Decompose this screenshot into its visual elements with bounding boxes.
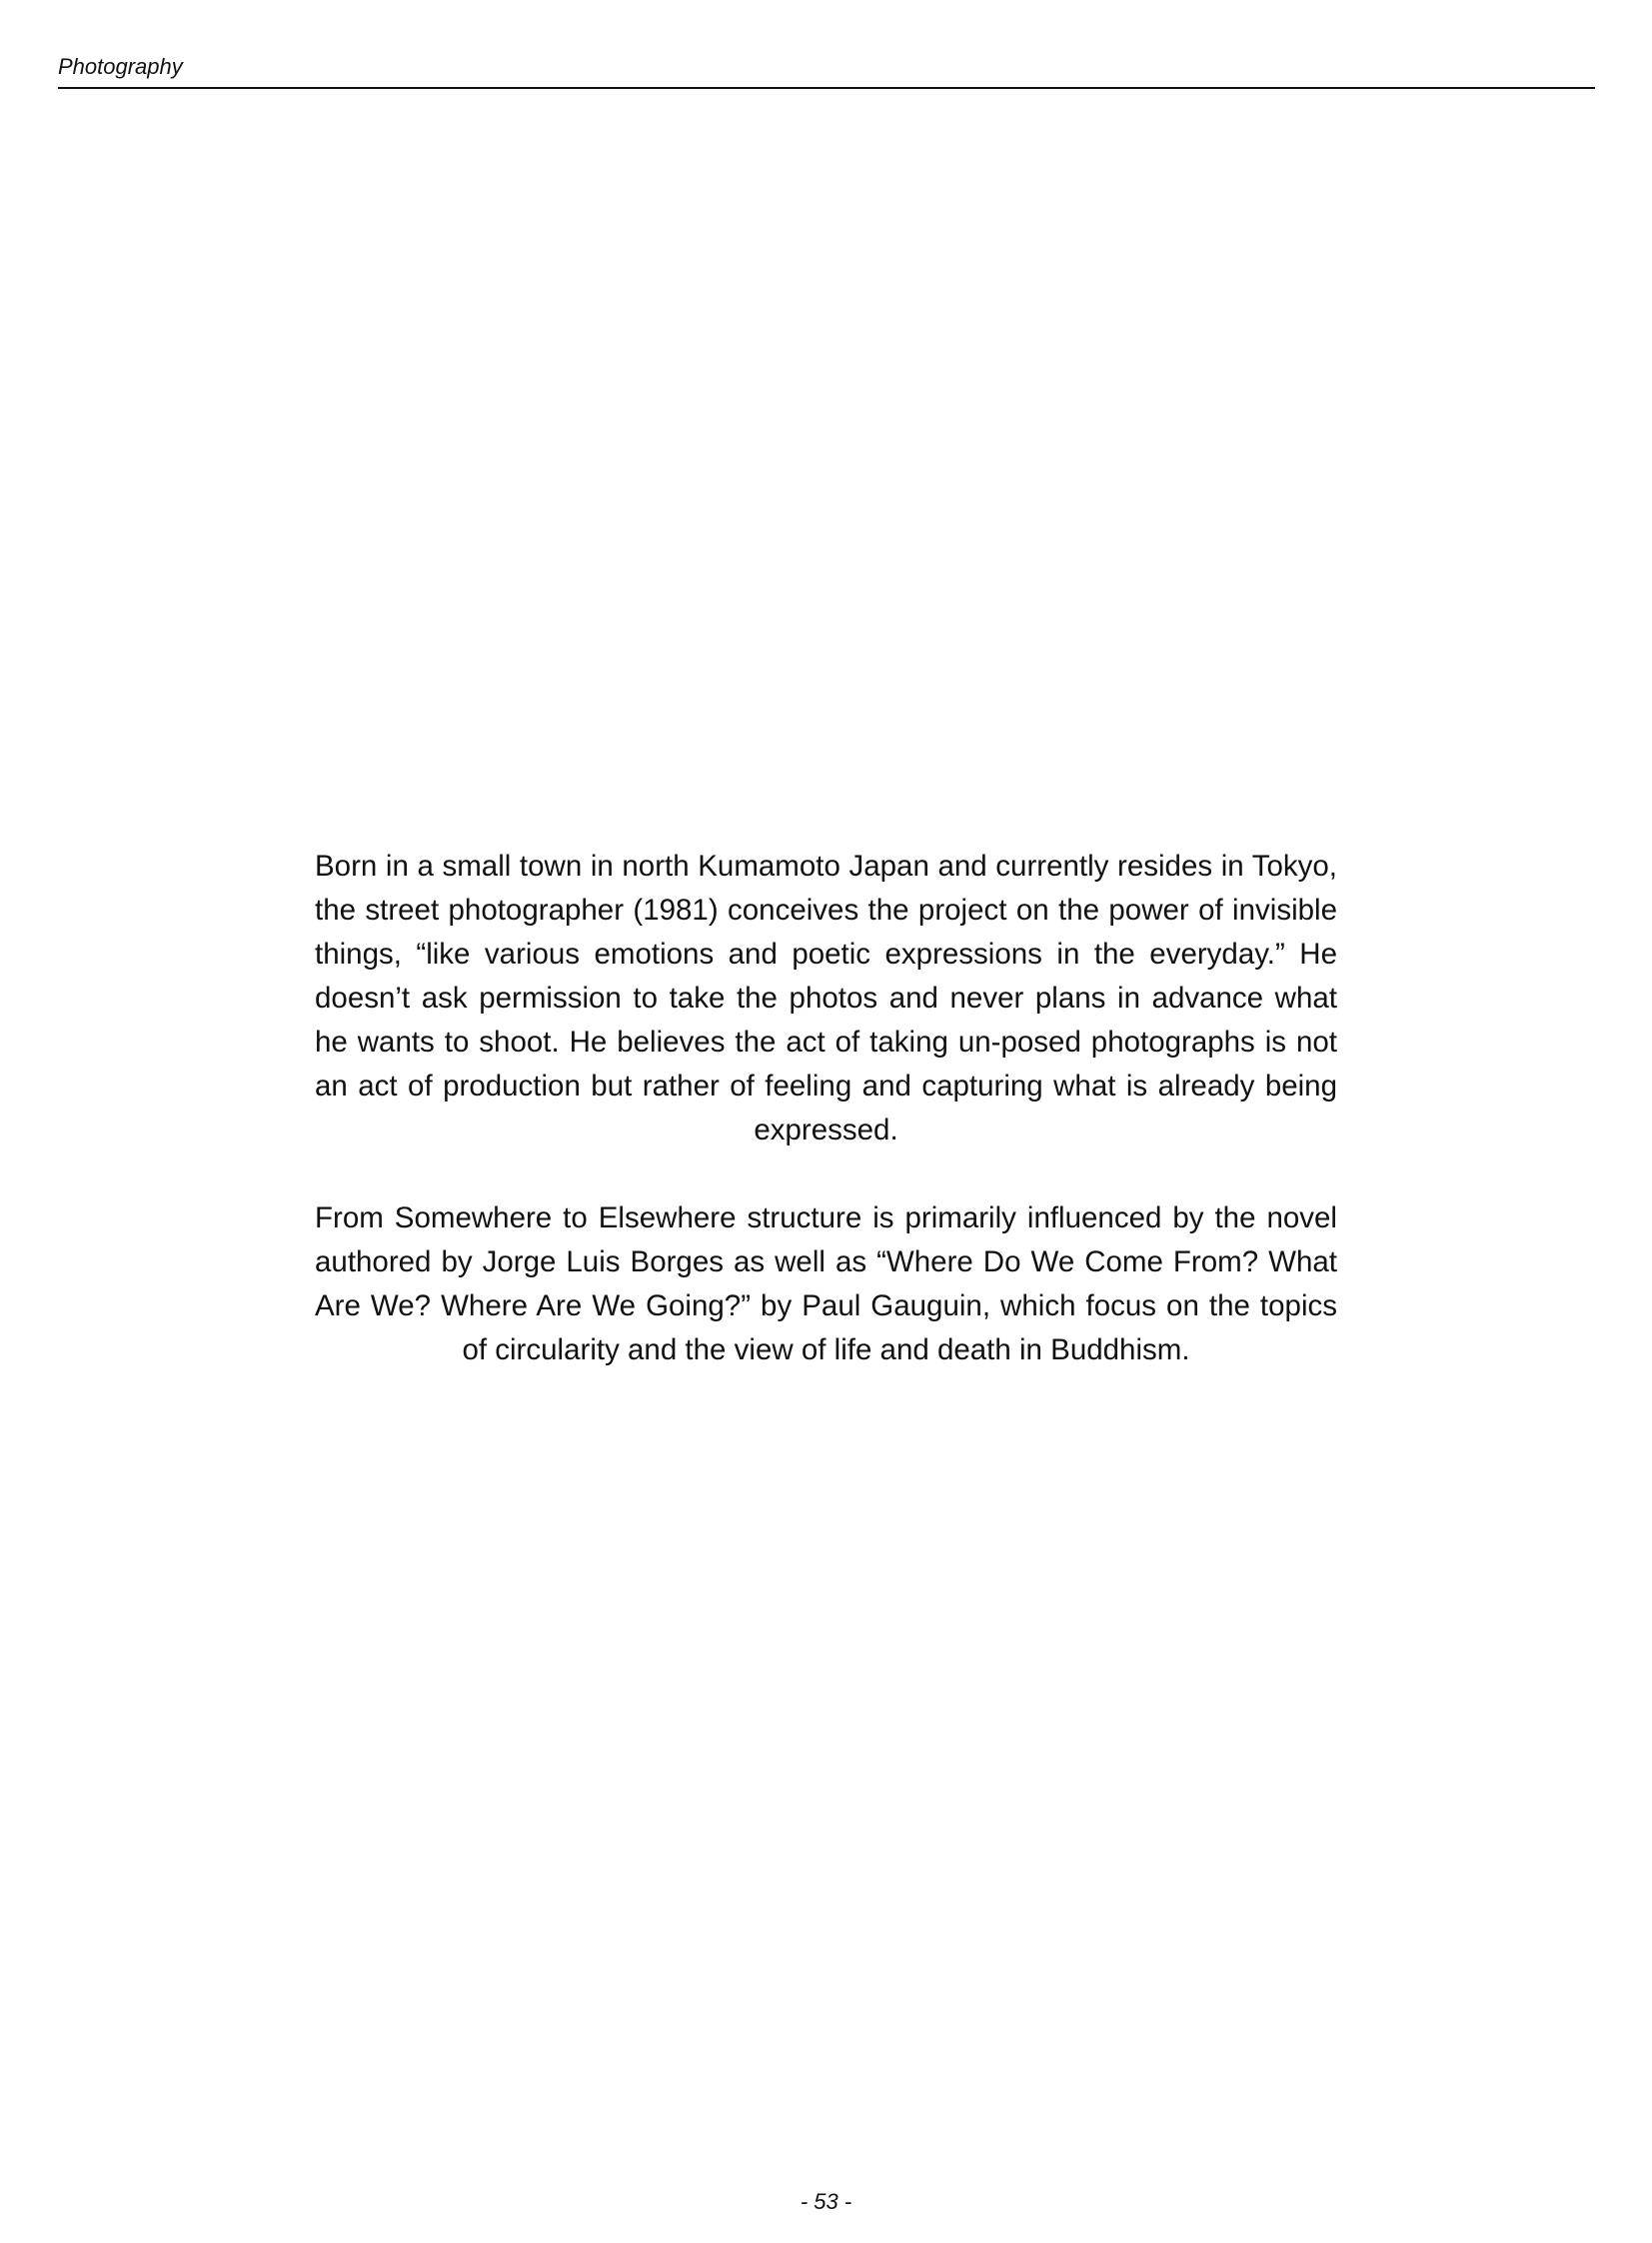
running-head-title: Photography	[58, 54, 183, 79]
paragraph-artist-bio: Born in a small town in north Kumamoto Japan and currently resides in Tokyo, the street photographer (1981) conceives the project on the power of invisible things, “like various emotions and poetic expressions in the everyday.” He doesn’t ask permission to take the photos and never plans in advance what he wants to shoot. He believes the act of taking un-posed photographs is not an act of production but rather of feeling and capturing what is already being expressed.	[315, 850, 1337, 1146]
paragraph-project-structure: From Somewhere to Elsewhere structure is primarily influenced by the novel authored by Jorge Luis Borges as well as “Where Do We Come From? What Are We? Where Are We Going?” by Paul Gauguin, which focus on the topics of circularity and the view of life and death in Buddhism.	[315, 1201, 1337, 1366]
body-text	[315, 845, 1337, 1416]
page-number: - 53 -	[800, 2189, 852, 2214]
header-rule	[58, 87, 1595, 89]
